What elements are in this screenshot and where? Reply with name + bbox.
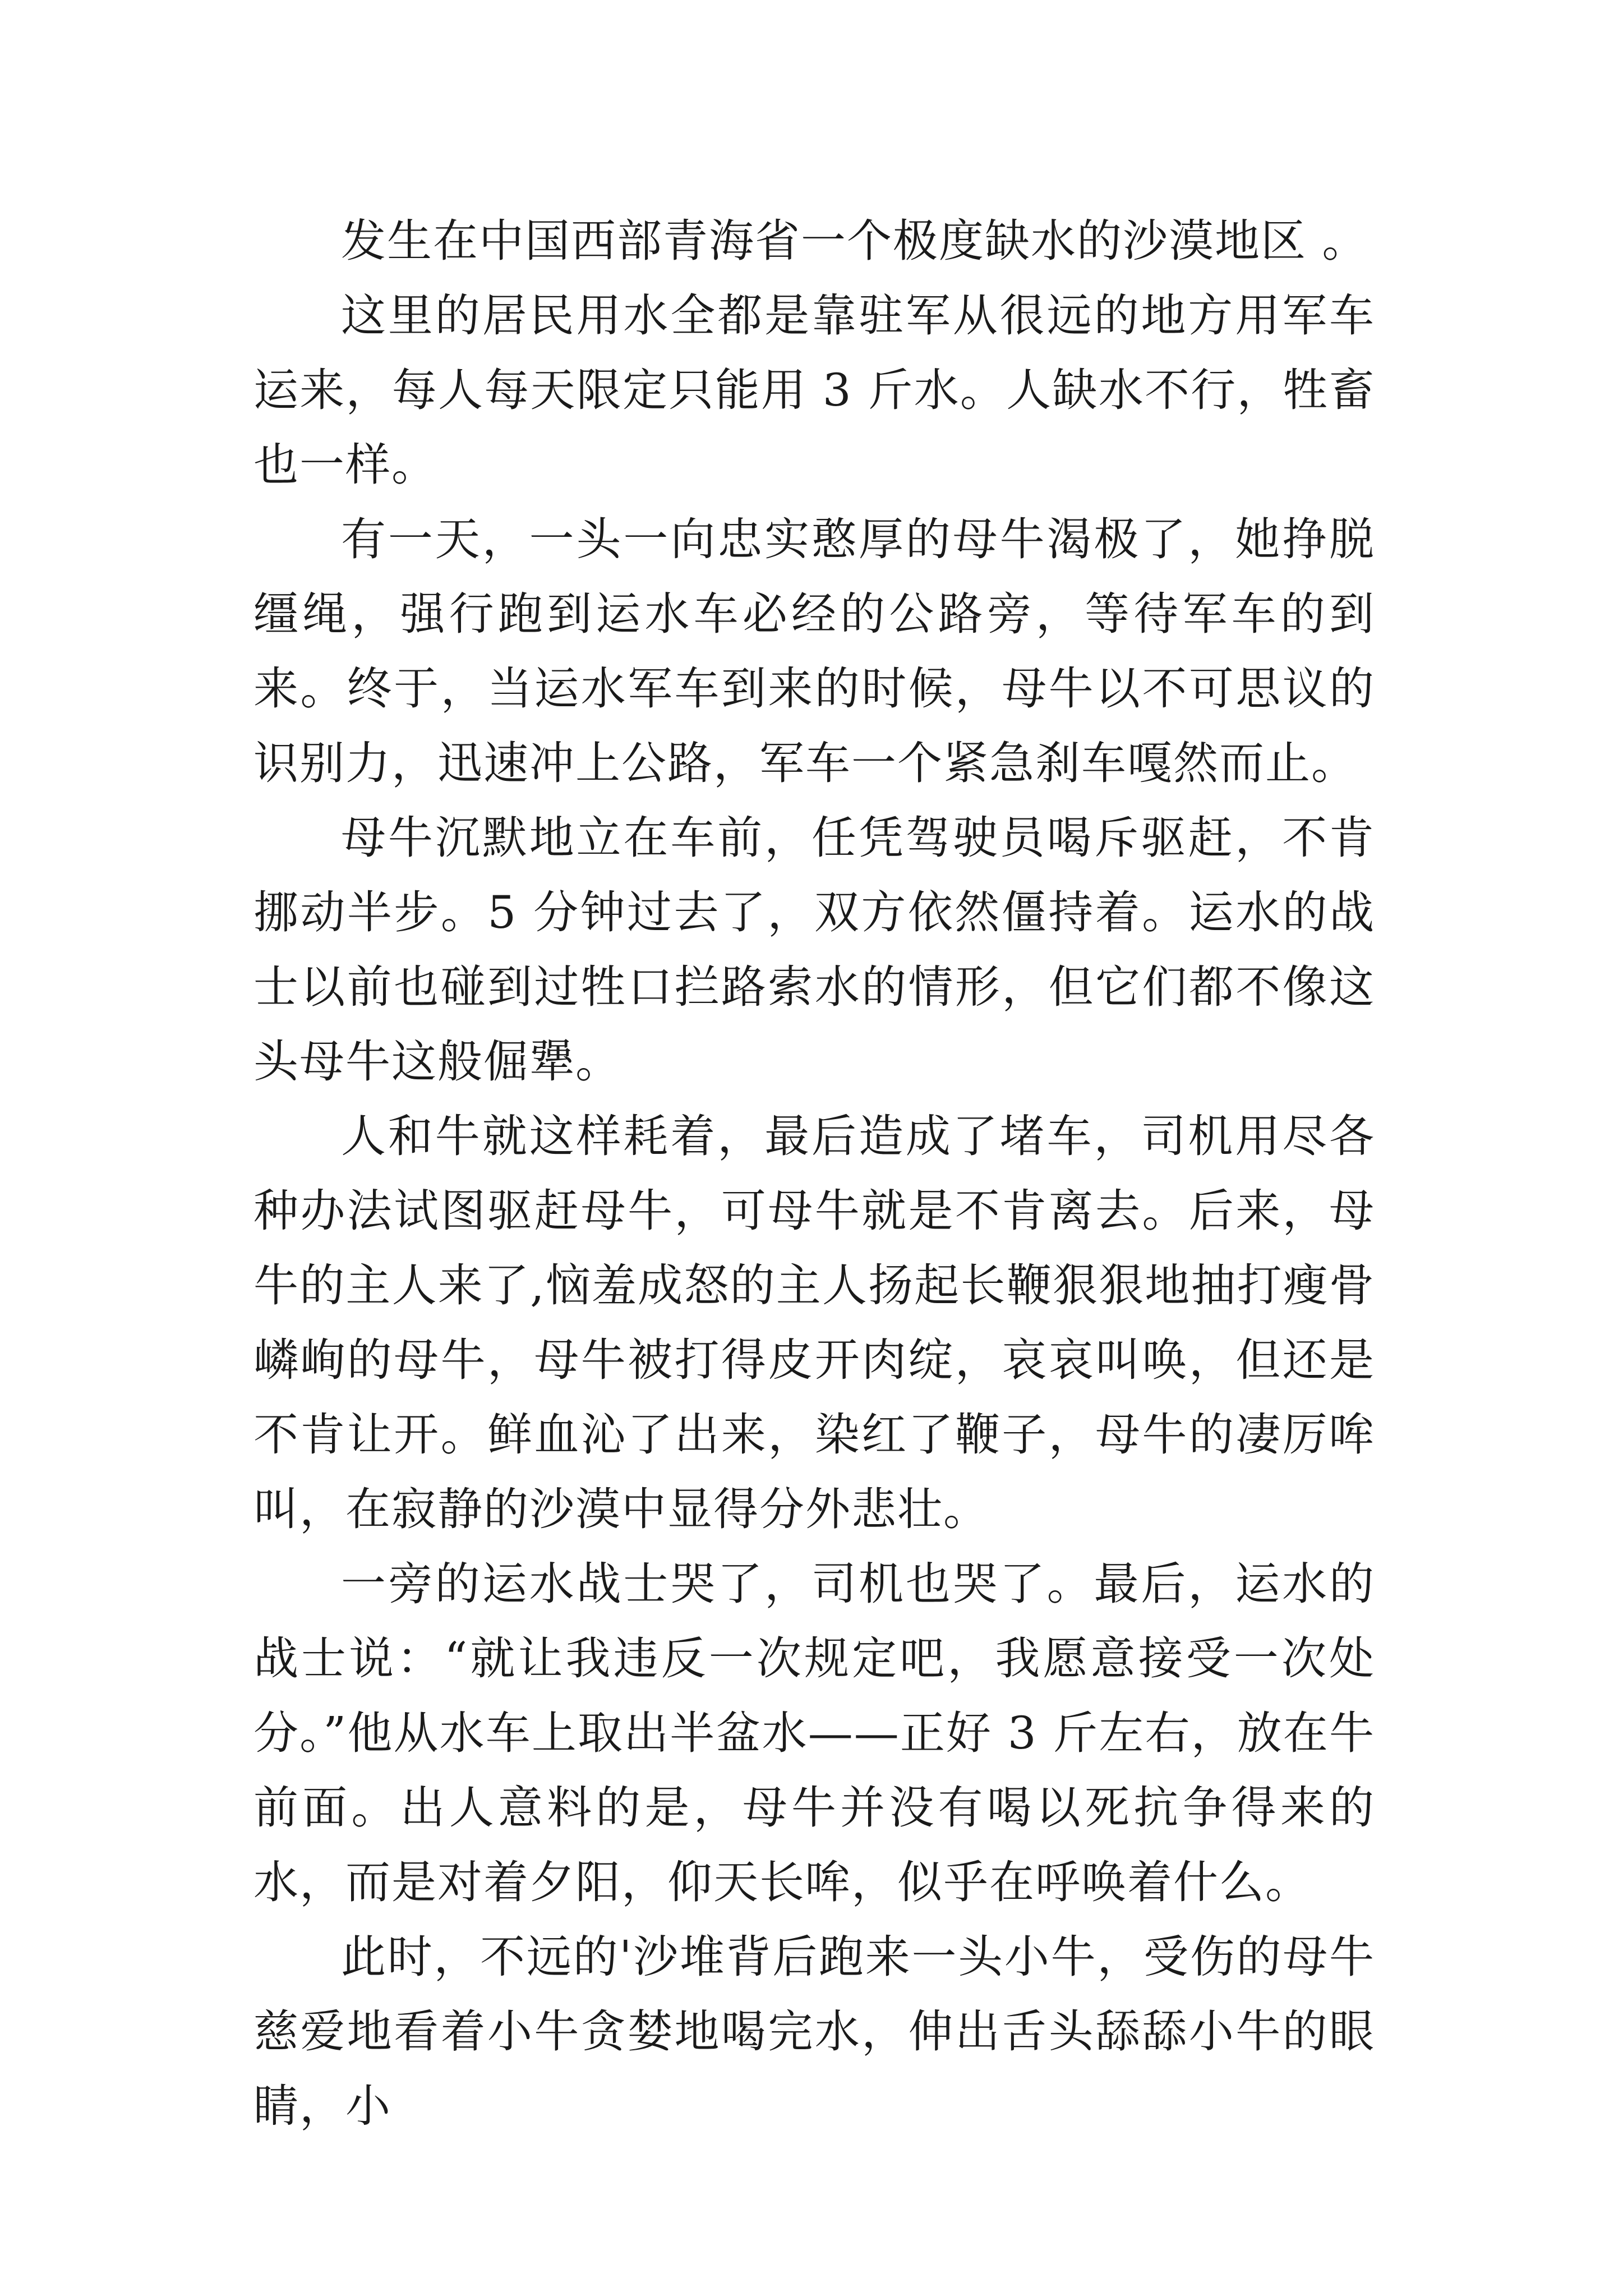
paragraph-7: 此时，不远的'沙堆背后跑来一头小牛，受伤的母牛慈爱地看着小牛贪婪地喝完水，伸出舌头舔舔小牛的眼睛，小	[253, 1931, 1375, 2132]
paragraph-6: 一旁的运水战士哭了，司机也哭了。最后，运水的战士说：“就让我违反一次规定吧，我愿意接受一次处分。”他从水车上取出半盆水——正好 3 斤左右，放在牛前面。出人意料的是，母牛并没有喝以死抗争得来的水，而是对着夕阳，仰天长哞，似乎在呼唤着什么。	[253, 1558, 1375, 1908]
document-body	[253, 204, 1375, 2143]
paragraph-2: 这里的居民用水全都是靠驻军从很远的地方用军车运来，每人每天限定只能用 3 斤水。人缺水不行，牲畜也一样。	[253, 289, 1375, 491]
paragraph-4: 母牛沉默地立在车前，任凭驾驶员喝斥驱赶，不肯挪动半步。5 分钟过去了，双方依然僵持着。运水的战士以前也碰到过牲口拦路索水的情形，但它们都不像这头母牛这般倔犟。	[253, 812, 1375, 1088]
paragraph-5: 人和牛就这样耗着，最后造成了堵车，司机用尽各种办法试图驱赶母牛，可母牛就是不肯离去。后来，母牛的主人来了,恼羞成怒的主人扬起长鞭狠狠地抽打瘦骨嶙峋的母牛，母牛被打得皮开肉绽，哀哀叫唤，但还是不肯让开。鲜血沁了出来，染红了鞭子，母牛的凄厉哞叫，在寂静的沙漠中显得分外悲壮。	[253, 1110, 1375, 1535]
paragraph-3: 有一天，一头一向忠实憨厚的母牛渴极了，她挣脱缰绳，强行跑到运水车必经的公路旁，等待军车的到来。终于，当运水军车到来的时候，母牛以不可思议的识别力，迅速冲上公路，军车一个紧急刹车嘎然而止。	[253, 513, 1375, 789]
paragraph-1: 发生在中国西部青海省一个极度缺水的沙漠地区 。	[341, 215, 1368, 267]
